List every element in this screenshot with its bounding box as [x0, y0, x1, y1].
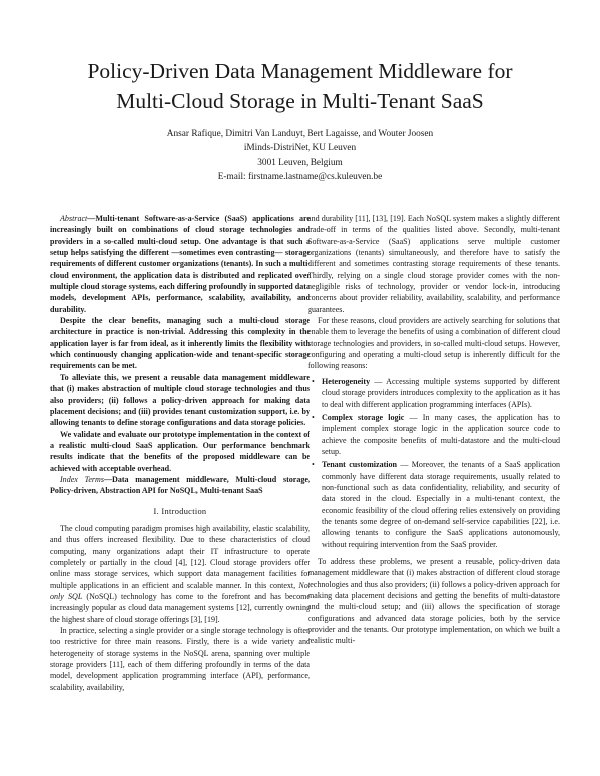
bullet-icon: •	[312, 376, 315, 386]
section-heading-introduction: I. Introduction	[153, 506, 207, 516]
list-item: • Heterogeneity — Accessing multiple systems supported by different cloud storage providers introduces complexity to the application as it has to deal with different application programming interfaces (APIs).	[312, 376, 560, 409]
intro-paragraph-1: The cloud computing paradigm promises high availability, elastic scalability, and thus offers increased flexibility. Due to these characteristics of cloud computing, many organizations adapt their IT infrastructure to operate completely or partially in the cloud [4], [12]. Cloud storage providers offer online mass storage services, which support data management facilities for multiple applications in an efficient and scalable manner. In this context, Not only SQL (NoSQL) technology has come to the forefront and has become increasingly popular as cloud data management systems [12], currently owning the highest share of cloud storage offerings [3], [19].	[50, 523, 310, 624]
title-line-2: Multi-Cloud Storage in Multi-Tenant SaaS	[116, 89, 484, 113]
list-item: • Tenant customization — Moreover, the tenants of a SaaS application commonly have different data storage requirements, usually related to non-functional such as data confidentiality, reliability, and security of data stored in the cloud. Especially in a multi-tenant context, the economic feasibility of the cloud offering relies extensively on providing the tenants some degree of on-demand self-service capabilities [22], i.e. allowing tenants to configure the SaaS applications autonomously, without requiring intervention from the SaaS provider.	[312, 460, 560, 549]
affiliation: iMinds-DistriNet, KU Leuven	[243, 143, 357, 154]
paper-title	[0, 56, 600, 116]
emphasis-nosql: Not only SQL	[50, 580, 310, 601]
right-column	[308, 213, 560, 647]
intro-paragraph-2: In practice, selecting a single provider or a single storage technology is often too restrictive for three main reasons. Firstly, there is a wide variety and heterogeneity of storage systems in the NoSQL arena, spanning over multiple storage providers [11], each of them differing profoundly in terms of the data model, development application programming interface (API), performance, scalability, availability,	[50, 626, 310, 692]
right-paragraph-2: For these reasons, cloud providers are actively searching for solutions that enable them to leverage the benefits of using a combination of different cloud storage technologies and providers, in so-called multi-cloud setups. However, configuring and operating a multi-cloud setup is inherently difficult for the following reasons:	[308, 316, 560, 371]
list-item: • Complex storage logic — In many cases, the application has to implement complex storage logic in the application source code to achieve the composite benefits of multi-datastore and the multi-cloud setup.	[312, 412, 561, 456]
title-line-1: Policy-Driven Data Management Middleware for	[87, 59, 513, 83]
author-block	[0, 127, 600, 184]
abstract-p3: To alleviate this, we present a reusable data management middleware that (i) makes abstraction of multiple cloud storage technologies and thus also providers; (ii) follows a policy-driven approach for making data placement decisions; and (iii) provides tenant customization support, i.e. by allowing tenants to define storage configurations and data storage policies.	[50, 372, 310, 428]
abstract-p4: We validate and evaluate our prototype implementation in the context of a realistic multi-cloud SaaS application. Our performance benchmark results indicate that the benefits of the proposed middleware can be achieved with acceptable overhead.	[50, 429, 310, 473]
index-terms: Index Terms—Data management middleware, Multi-cloud storage, Policy-driven, Abstraction API for NoSQL, Multi-tenant SaaS	[50, 474, 310, 496]
reasons-list	[308, 376, 560, 550]
bullet-icon: •	[312, 412, 315, 422]
left-column	[50, 213, 310, 693]
right-paragraph-1: and durability [11], [13], [19]. Each NoSQL system makes a slightly different trade-off in terms of the qualities listed above. Secondly, multi-tenant Software-as-a-Service (SaaS) applications serve multiple customer organizations (tenants) simultaneously, and therefore have to satisfy the different and sometimes contrasting storage requirements of these tenants. Thirdly, relying on a single cloud storage provider comes with the non-negligible risks of technology, provider or vendor lock-in, introducing concerns about provider reliability, availability, scalability, and performance guarantees.	[308, 214, 560, 314]
address: 3001 Leuven, Belgium	[257, 157, 343, 168]
bullet-icon: •	[312, 460, 315, 470]
abstract-label: Abstract	[60, 214, 88, 223]
author-names: Ansar Rafique, Dimitri Van Landuyt, Bert Lagaisse, and Wouter Joosen	[166, 129, 434, 139]
abstract-p2: Despite the clear benefits, managing such a multi-cloud storage architecture in practice is non-trivial. Addressing this complexity in the application layer is far from ideal, as it inherently limits the flexibility with which continuously changing application-wide and tenant-specific storage requirements can be met.	[50, 316, 310, 371]
index-terms-label: Index Terms	[60, 474, 104, 484]
email: E-mail: firstname.lastname@cs.kuleuven.be	[217, 171, 383, 182]
abstract-p1: Abstract—Multi-tenant Software-as-a-Service (SaaS) applications are increasingly built on combinations of cloud storage technologies and providers in a so-called multi-cloud setup. One advantage is that such a setup helps satisfying the different —sometimes even contrasting— storage requirements of different customer organizations (tenants). In such a multi-cloud environment, the application data is distributed and replicated over multiple cloud storage systems, each differing profoundly in supported data models, development APIs, performance, scalability, availability, and durability.	[50, 214, 310, 314]
right-paragraph-3: To address these problems, we present a reusable, policy-driven data management middleware that (i) makes abstraction of different cloud storage technologies and thus also providers; (ii) follows a policy-driven approach for making data placement decisions and getting the benefits of multi-datastore and the multi-cloud setup; and (iii) allows the specification of storage configurations and advanced data storage policies, both by the service provider and the tenants. Our prototype implementation, on which we built a realistic multi-	[308, 556, 560, 646]
